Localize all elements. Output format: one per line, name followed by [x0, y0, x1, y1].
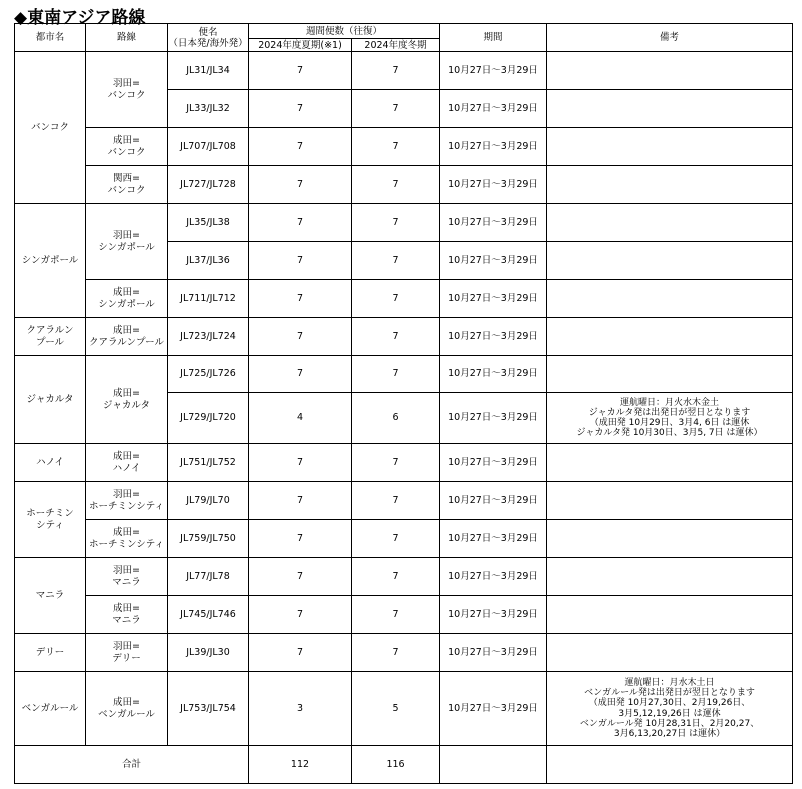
remarks-cell	[547, 204, 793, 242]
winter-cell: 7	[352, 444, 440, 482]
summer-cell: 3	[249, 672, 352, 746]
total-period	[440, 746, 547, 784]
period-cell: 10月27日～3月29日	[440, 482, 547, 520]
flight-cell: JL729/JL720	[168, 393, 249, 444]
period-cell: 10月27日～3月29日	[440, 596, 547, 634]
city-cell: マニラ	[15, 558, 86, 634]
summer-cell: 7	[249, 520, 352, 558]
route-cell: 羽田= バンコク	[86, 52, 168, 128]
city-cell: ベンガルール	[15, 672, 86, 746]
flight-cell: JL725/JL726	[168, 356, 249, 393]
flight-cell: JL727/JL728	[168, 166, 249, 204]
header-weekly: 週間便数（往復）	[249, 24, 440, 39]
remarks-cell	[547, 128, 793, 166]
period-cell: 10月27日～3月29日	[440, 393, 547, 444]
period-cell: 10月27日～3月29日	[440, 166, 547, 204]
summer-cell: 7	[249, 482, 352, 520]
winter-cell: 7	[352, 520, 440, 558]
summer-cell: 7	[249, 242, 352, 280]
winter-cell: 7	[352, 280, 440, 318]
total-label: 合計	[15, 746, 249, 784]
route-cell: 羽田= デリー	[86, 634, 168, 672]
period-cell: 10月27日～3月29日	[440, 90, 547, 128]
remarks-cell	[547, 482, 793, 520]
route-cell: 成田= ベンガルール	[86, 672, 168, 746]
summer-cell: 7	[249, 204, 352, 242]
winter-cell: 7	[352, 482, 440, 520]
summer-cell: 7	[249, 318, 352, 356]
total-summer: 112	[249, 746, 352, 784]
remarks-cell	[547, 596, 793, 634]
route-table	[14, 23, 793, 784]
header-period: 期間	[440, 24, 547, 52]
flight-cell: JL751/JL752	[168, 444, 249, 482]
route-cell: 成田= マニラ	[86, 596, 168, 634]
route-cell: 成田= ホーチミンシティ	[86, 520, 168, 558]
remarks-cell	[547, 356, 793, 393]
header-winter: 2024年度冬期	[352, 39, 440, 52]
flight-cell: JL35/JL38	[168, 204, 249, 242]
remarks-cell	[547, 634, 793, 672]
remarks-cell: 運航曜日：月水木土日 ベンガルール発は出発日が翌日となります （成田発 10月27,30日、2月19,26日、 3月5,12,19,26日 は運休 ベンガルール発 10月28,31日、2月20,27、 3月6,13,20,27日 は運休）	[547, 672, 793, 746]
winter-cell: 5	[352, 672, 440, 746]
city-cell: ジャカルタ	[15, 356, 86, 444]
period-cell: 10月27日～3月29日	[440, 52, 547, 90]
flight-cell: JL31/JL34	[168, 52, 249, 90]
period-cell: 10月27日～3月29日	[440, 520, 547, 558]
period-cell: 10月27日～3月29日	[440, 444, 547, 482]
flight-cell: JL79/JL70	[168, 482, 249, 520]
city-cell: シンガポール	[15, 204, 86, 318]
period-cell: 10月27日～3月29日	[440, 672, 547, 746]
summer-cell: 7	[249, 128, 352, 166]
summer-cell: 7	[249, 52, 352, 90]
summer-cell: 7	[249, 166, 352, 204]
city-cell: クアラルン プール	[15, 318, 86, 356]
winter-cell: 7	[352, 128, 440, 166]
period-cell: 10月27日～3月29日	[440, 280, 547, 318]
flight-cell: JL33/JL32	[168, 90, 249, 128]
remarks-cell	[547, 242, 793, 280]
route-cell: 成田= ジャカルタ	[86, 356, 168, 444]
remarks-cell: 運航曜日：月火水木金土 ジャカルタ発は出発日が翌日となります （成田発 10月29日、3月4, 6日 は運休 ジャカルタ発 10月30日、3月5, 7日 は運休）	[547, 393, 793, 444]
winter-cell: 7	[352, 596, 440, 634]
winter-cell: 7	[352, 90, 440, 128]
winter-cell: 7	[352, 166, 440, 204]
summer-cell: 7	[249, 634, 352, 672]
flight-cell: JL711/JL712	[168, 280, 249, 318]
winter-cell: 7	[352, 318, 440, 356]
header-route: 路線	[86, 24, 168, 52]
flight-cell: JL39/JL30	[168, 634, 249, 672]
total-remarks	[547, 746, 793, 784]
summer-cell: 7	[249, 444, 352, 482]
city-cell: バンコク	[15, 52, 86, 204]
period-cell: 10月27日～3月29日	[440, 356, 547, 393]
period-cell: 10月27日～3月29日	[440, 128, 547, 166]
remarks-cell	[547, 90, 793, 128]
total-winter: 116	[352, 746, 440, 784]
remarks-cell	[547, 444, 793, 482]
period-cell: 10月27日～3月29日	[440, 204, 547, 242]
winter-cell: 7	[352, 356, 440, 393]
winter-cell: 7	[352, 242, 440, 280]
route-cell: 関西= バンコク	[86, 166, 168, 204]
route-cell: 羽田= シンガポール	[86, 204, 168, 280]
summer-cell: 7	[249, 90, 352, 128]
header-remarks: 備考	[547, 24, 793, 52]
city-cell: ハノイ	[15, 444, 86, 482]
summer-cell: 7	[249, 280, 352, 318]
summer-cell: 7	[249, 558, 352, 596]
route-cell: 成田= クアラルンプール	[86, 318, 168, 356]
winter-cell: 7	[352, 558, 440, 596]
header-flight: 便名 （日本発/海外発）	[168, 24, 249, 52]
flight-cell: JL723/JL724	[168, 318, 249, 356]
remarks-cell	[547, 318, 793, 356]
remarks-cell	[547, 52, 793, 90]
city-cell: ホーチミン シティ	[15, 482, 86, 558]
header-summer: 2024年度夏期(※1)	[249, 39, 352, 52]
remarks-cell	[547, 280, 793, 318]
remarks-cell	[547, 520, 793, 558]
winter-cell: 7	[352, 204, 440, 242]
period-cell: 10月27日～3月29日	[440, 558, 547, 596]
route-cell: 成田= シンガポール	[86, 280, 168, 318]
winter-cell: 7	[352, 634, 440, 672]
route-cell: 羽田= ホーチミンシティ	[86, 482, 168, 520]
route-cell: 成田= ハノイ	[86, 444, 168, 482]
route-cell: 成田= バンコク	[86, 128, 168, 166]
flight-cell: JL745/JL746	[168, 596, 249, 634]
winter-cell: 6	[352, 393, 440, 444]
summer-cell: 7	[249, 356, 352, 393]
flight-cell: JL77/JL78	[168, 558, 249, 596]
flight-cell: JL753/JL754	[168, 672, 249, 746]
flight-cell: JL37/JL36	[168, 242, 249, 280]
period-cell: 10月27日～3月29日	[440, 634, 547, 672]
remarks-cell	[547, 558, 793, 596]
period-cell: 10月27日～3月29日	[440, 318, 547, 356]
flight-cell: JL759/JL750	[168, 520, 249, 558]
remarks-cell	[547, 166, 793, 204]
flight-cell: JL707/JL708	[168, 128, 249, 166]
period-cell: 10月27日～3月29日	[440, 242, 547, 280]
header-city: 都市名	[15, 24, 86, 52]
summer-cell: 4	[249, 393, 352, 444]
section-title: ◆東南アジア路線	[14, 8, 146, 28]
summer-cell: 7	[249, 596, 352, 634]
city-cell: デリー	[15, 634, 86, 672]
route-cell: 羽田= マニラ	[86, 558, 168, 596]
winter-cell: 7	[352, 52, 440, 90]
